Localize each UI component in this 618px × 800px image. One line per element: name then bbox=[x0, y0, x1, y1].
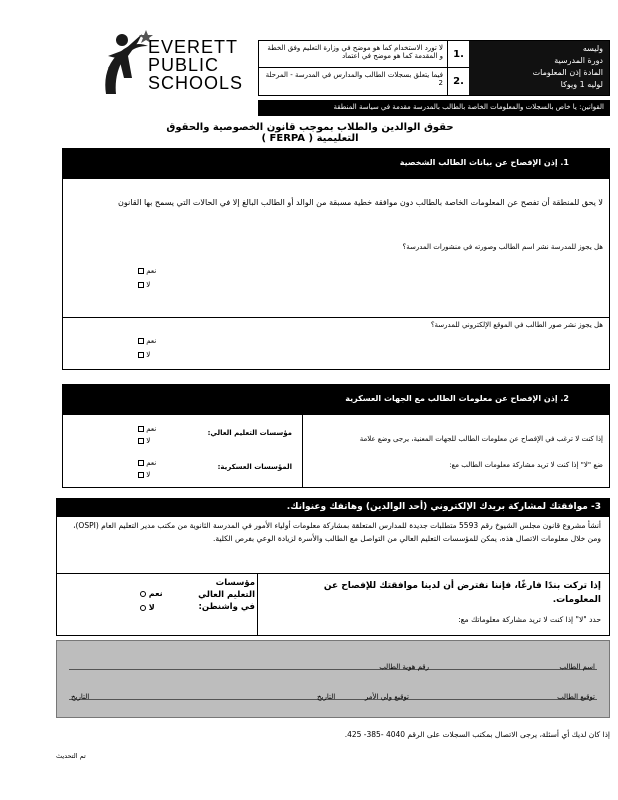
section-1-divider bbox=[63, 317, 609, 318]
s2-b-no-option[interactable] bbox=[135, 471, 150, 479]
page-title: حقوق الوالدين والطلاب بموجب قانون الخصوصية والحقوق التعليمية ( FERPA ) bbox=[166, 122, 454, 144]
section-1 bbox=[62, 148, 610, 370]
header-box bbox=[258, 40, 610, 96]
section-1-question-2: هل يجوز نشر صور الطالب في الموقع الإلكتروني للمدرسة؟ bbox=[430, 321, 603, 329]
q2-no-option[interactable] bbox=[135, 351, 150, 359]
s2-a-no-checkbox[interactable] bbox=[138, 438, 144, 444]
student-name-label: اسم الطالب bbox=[559, 663, 595, 671]
date-1-label: التاريخ bbox=[317, 693, 336, 701]
logo-line-3: SCHOOLS bbox=[148, 73, 244, 93]
q1-no-option[interactable] bbox=[135, 281, 150, 289]
section-2-left-label: المؤسسات العسكرية: bbox=[217, 463, 292, 471]
district-name bbox=[148, 38, 243, 92]
section-1-header: 1. إذن الإفصاح عن بيانات الطالب الشخصية bbox=[63, 149, 609, 179]
header-row-1-text: لا تورد الاستخدام كما هو موضح في وزارة التعليم وفق الخطة و المقدمة كما هو موضح في اعتماد bbox=[259, 41, 447, 68]
q2-yes-option[interactable] bbox=[135, 337, 156, 345]
footer-contact: إذا كان لديك أي أسئلة، يرجى الاتصال بمكتب السجلات على الرقم 4040 -385- 425. bbox=[344, 730, 610, 739]
section-1-question-1: هل يجوز للمدرسة نشر اسم الطالب وصورته في منشورات المدرسة؟ bbox=[402, 243, 603, 251]
s3-yes-option[interactable] bbox=[137, 589, 163, 598]
s2-b-yes-checkbox[interactable] bbox=[138, 460, 144, 466]
q2-no-checkbox[interactable] bbox=[138, 352, 144, 358]
q1-no-checkbox[interactable] bbox=[138, 282, 144, 288]
s2-a-yes-checkbox[interactable] bbox=[138, 426, 144, 432]
s2-b-no-label: لا bbox=[146, 471, 151, 479]
q2-yes-label: نعم bbox=[146, 337, 157, 345]
signature-line-1 bbox=[69, 669, 597, 670]
section-2-header: 2. إذن الإفصاح عن معلومات الطالب مع الجهات العسكرية bbox=[63, 385, 609, 415]
s2-a-no-label: لا bbox=[146, 437, 151, 445]
parent-signature-label: توقيع ولي الأمر bbox=[364, 693, 409, 701]
s3-no-option[interactable] bbox=[137, 603, 155, 612]
section-2-body: إذا كنت لا ترغب في الإفصاح عن معلومات الطالب للجهات المعنية، يرجى وضع علامة bbox=[359, 435, 603, 443]
student-signature-label: توقيع الطالب bbox=[557, 693, 595, 701]
child-figure-logo-icon bbox=[98, 28, 154, 96]
section-3-consent-text: إذا تركت بندًا فارغًا، فإننا نفترض أن لدينا موافقتك للإفصاح عن المعلومات. bbox=[323, 581, 601, 605]
q1-yes-label: نعم bbox=[146, 267, 157, 275]
section-1-body: لا يحق للمنطقة أن تفصح عن المعلومات الخاصة بالطالب دون موافقة خطية مسبقة من الوالد أو الطالب البالغ إلا في الحالات التي يسمح بها القانون bbox=[118, 198, 603, 207]
logo-line-2: PUBLIC bbox=[148, 55, 220, 75]
district-logo bbox=[98, 28, 253, 96]
s3-no-radio[interactable] bbox=[140, 605, 146, 611]
header-row-2-number: 2. bbox=[447, 68, 469, 95]
logo-line-1: EVERETT bbox=[148, 37, 239, 57]
header-row-1-number: 1. bbox=[447, 41, 469, 68]
section-3-institutions-label: مؤسسات التعليم العالي في واشنطن: bbox=[198, 578, 255, 612]
s3-no-label: لا bbox=[148, 603, 155, 612]
section-2-left-panel bbox=[63, 415, 303, 487]
section-3-col-divider bbox=[257, 573, 258, 635]
section-3-header: 3- موافقتك لمشاركة بريدك الإلكتروني (أحد الوالدين) وهاتفك وعنوانك. bbox=[57, 499, 609, 517]
section-2 bbox=[62, 384, 610, 488]
s2-b-yes-option[interactable] bbox=[135, 459, 156, 467]
section-2-body-2: ضع "لا" إذا كنت لا تريد مشاركة معلومات الطالب مع: bbox=[449, 461, 603, 469]
q1-yes-option[interactable] bbox=[135, 267, 156, 275]
section-3-divider bbox=[57, 573, 609, 574]
s2-a-yes-option[interactable] bbox=[135, 425, 156, 433]
section-3 bbox=[56, 498, 610, 636]
date-2-label: التاريخ bbox=[71, 693, 90, 701]
section-3-consent-note: حدد "لا" إذا كنت لا تريد مشاركة معلوماتك مع: bbox=[458, 615, 601, 624]
s2-a-no-option[interactable] bbox=[135, 437, 150, 445]
signature-box bbox=[56, 640, 610, 718]
s3-yes-label: نعم bbox=[148, 589, 163, 598]
s2-a-yes-label: نعم bbox=[146, 425, 157, 433]
section-2-right-label: مؤسسات التعليم العالي: bbox=[207, 429, 292, 437]
q2-no-label: لا bbox=[146, 351, 151, 359]
q1-no-label: لا bbox=[146, 281, 151, 289]
s3-yes-radio[interactable] bbox=[140, 591, 146, 597]
q1-yes-checkbox[interactable] bbox=[138, 268, 144, 274]
s2-b-yes-label: نعم bbox=[146, 459, 157, 467]
student-id-label: رقم هوية الطالب bbox=[379, 663, 429, 671]
header-dark-panel: وليسه دورة المدرسية المادة إذن المعلومات لوليه 1 ويوكا bbox=[469, 41, 609, 95]
footer-note: تم التحديث bbox=[56, 752, 86, 760]
q2-yes-checkbox[interactable] bbox=[138, 338, 144, 344]
section-3-body: أنشأ مشروع قانون مجلس الشيوخ رقم 5593 متطلبات جديدة للمدارس المتعلقة بمشاركة معلومات أولياء الأمور في المدرسة الثانوية من مكتب مدير التعليم العام (OSPI)، ومن خلال معلومات الاتصال هذه، يمكن للمؤسسات التعليم العالي من التواصل مع الطالب والأسرة لزيادة الوعي بفرص الكلية. bbox=[73, 521, 601, 543]
notice-bar: القوانين: يا خاص بالسجلات والمعلومات الخاصة بالطالب بالمدرسة مقدمة في سياسة المنطقة bbox=[258, 100, 610, 116]
header-row-2-text: فيما يتعلق بسجلات الطالب والمدارس في المدرسة - المرحلة 2 bbox=[265, 71, 443, 87]
s2-b-no-checkbox[interactable] bbox=[138, 472, 144, 478]
